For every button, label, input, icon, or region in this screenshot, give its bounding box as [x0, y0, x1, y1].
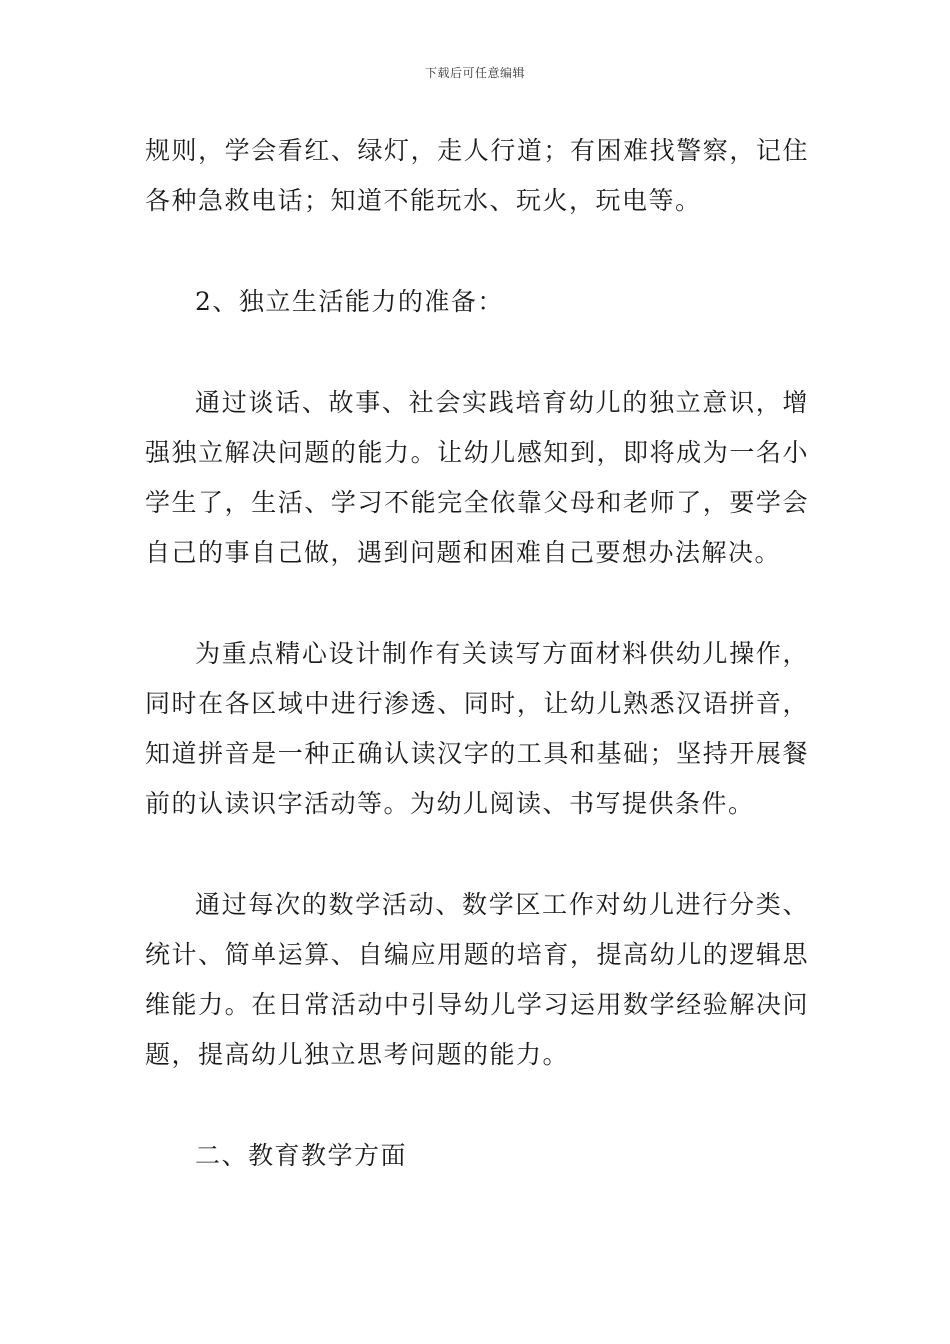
paragraph-safety-rules: 规则，学会看红、绿灯，走人行道；有困难找警察，记住各种急救电话；知道不能玩水、玩火，玩电等。 — [145, 136, 809, 215]
paragraph-independence: 通过谈话、故事、社会实践培育幼儿的独立意识，增强独立解决问题的能力。让幼儿感知到，即将成为一名小学生了，生活、学习不能完全依靠父母和老师了，要学会自己的事自己做，遇到问题和困难自己要想办法解决。 — [145, 388, 809, 567]
page-header: 下载后可任意编辑 — [424, 66, 525, 80]
document-body — [145, 126, 809, 1181]
paragraph-reading-writing: 为重点精心设计制作有关读写方面材料供幼儿操作，同时在各区域中进行渗透、同时，让幼儿熟悉汉语拼音，知道拼音是一种正确认读汉字的工具和基础；坚持开展餐前的认读识字活动等。为幼儿阅读、书写提供条件。 — [145, 639, 809, 818]
paragraph-math-activities: 通过每次的数学活动、数学区工作对幼儿进行分类、统计、简单运算、自编应用题的培育，提高幼儿的逻辑思维能力。在日常活动中引导幼儿学习运用数学经验解决问题，提高幼儿独立思考问题的能力。 — [145, 890, 809, 1069]
section-heading-education-teaching: 二、教育教学方面 — [195, 1141, 408, 1170]
section-heading-independent-living: 2、独立生活能力的准备： — [195, 287, 504, 316]
